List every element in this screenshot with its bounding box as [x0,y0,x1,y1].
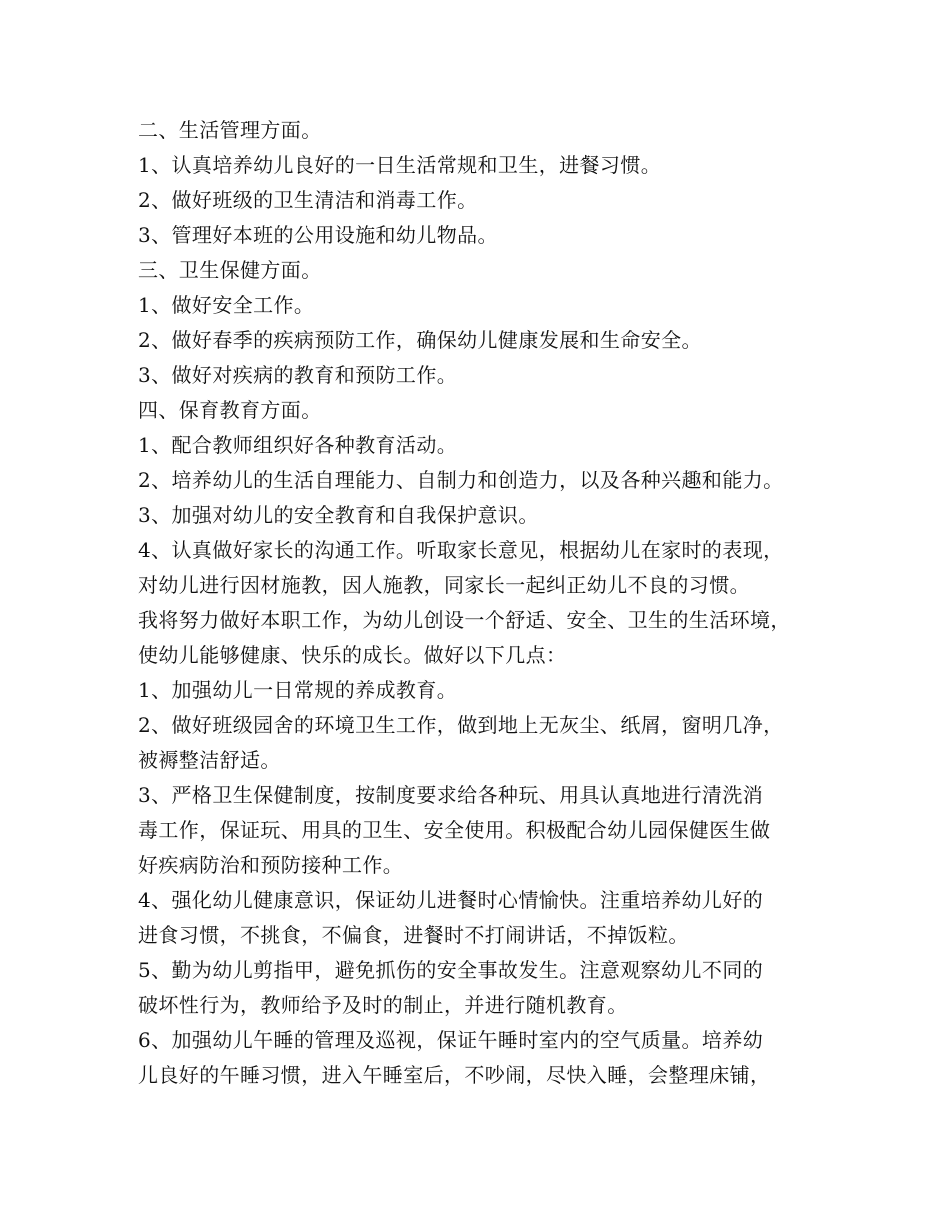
text-line: 2、做好春季的疾病预防工作，确保幼儿健康发展和生命安全。 [138,328,702,352]
text-line: 使幼儿能够健康、快乐的成长。做好以下几点： [138,643,567,667]
text-line: 4、强化幼儿健康意识，保证幼儿进餐时心情愉快。注重培养幼儿好的 [138,888,764,912]
text-line: 4、认真做好家长的沟通工作。听取家长意见，根据幼儿在家时的表现， [138,538,784,562]
text-line: 毒工作，保证玩、用具的卫生、安全使用。积极配合幼儿园保健医生做 [138,818,771,842]
text-line: 1、认真培养幼儿良好的一日生活常规和卫生，进餐习惯。 [138,153,662,177]
text-line: 6、加强幼儿午睡的管理及巡视，保证午睡时室内的空气质量。培养幼 [138,1028,764,1052]
text-line: 好疾病防治和预防接种工作。 [138,853,404,877]
text-line: 被褥整洁舒适。 [138,748,281,772]
section-heading-education: 四、保育教育方面。 [138,398,322,422]
text-line: 2、做好班级的卫生清洁和消毒工作。 [138,188,478,212]
text-line: 儿良好的午睡习惯，进入午睡室后，不吵闹，尽快入睡，会整理床铺， [138,1063,771,1087]
text-line: 2、培养幼儿的生活自理能力、自制力和创造力，以及各种兴趣和能力。 [138,468,784,492]
text-line: 1、加强幼儿一日常规的养成教育。 [138,678,458,702]
text-line: 5、勤为幼儿剪指甲，避免抓伤的安全事故发生。注意观察幼儿不同的 [138,958,764,982]
text-line: 3、加强对幼儿的安全教育和自我保护意识。 [138,503,539,527]
text-line: 3、做好对疾病的教育和预防工作。 [138,363,458,387]
text-line: 1、做好安全工作。 [138,293,315,317]
text-line: 3、管理好本班的公用设施和幼儿物品。 [138,223,498,247]
text-line: 3、严格卫生保健制度，按制度要求给各种玩、用具认真地进行清洗消 [138,783,764,807]
text-line: 破坏性行为，教师给予及时的制止，并进行随机教育。 [138,993,628,1017]
document-body [138,113,828,1093]
section-heading-life-management: 二、生活管理方面。 [138,118,322,142]
section-heading-health-care: 三、卫生保健方面。 [138,258,322,282]
text-line: 进食习惯，不挑食，不偏食，进餐时不打闹讲话，不掉饭粒。 [138,923,689,947]
text-line: 1、配合教师组织好各种教育活动。 [138,433,458,457]
text-line: 对幼儿进行因材施教，因人施教，同家长一起纠正幼儿不良的习惯。 [138,573,750,597]
text-line: 2、做好班级园舍的环境卫生工作，做到地上无灰尘、纸屑，窗明几净， [138,713,784,737]
text-line: 我将努力做好本职工作，为幼儿创设一个舒适、安全、卫生的生活环境， [138,608,791,632]
